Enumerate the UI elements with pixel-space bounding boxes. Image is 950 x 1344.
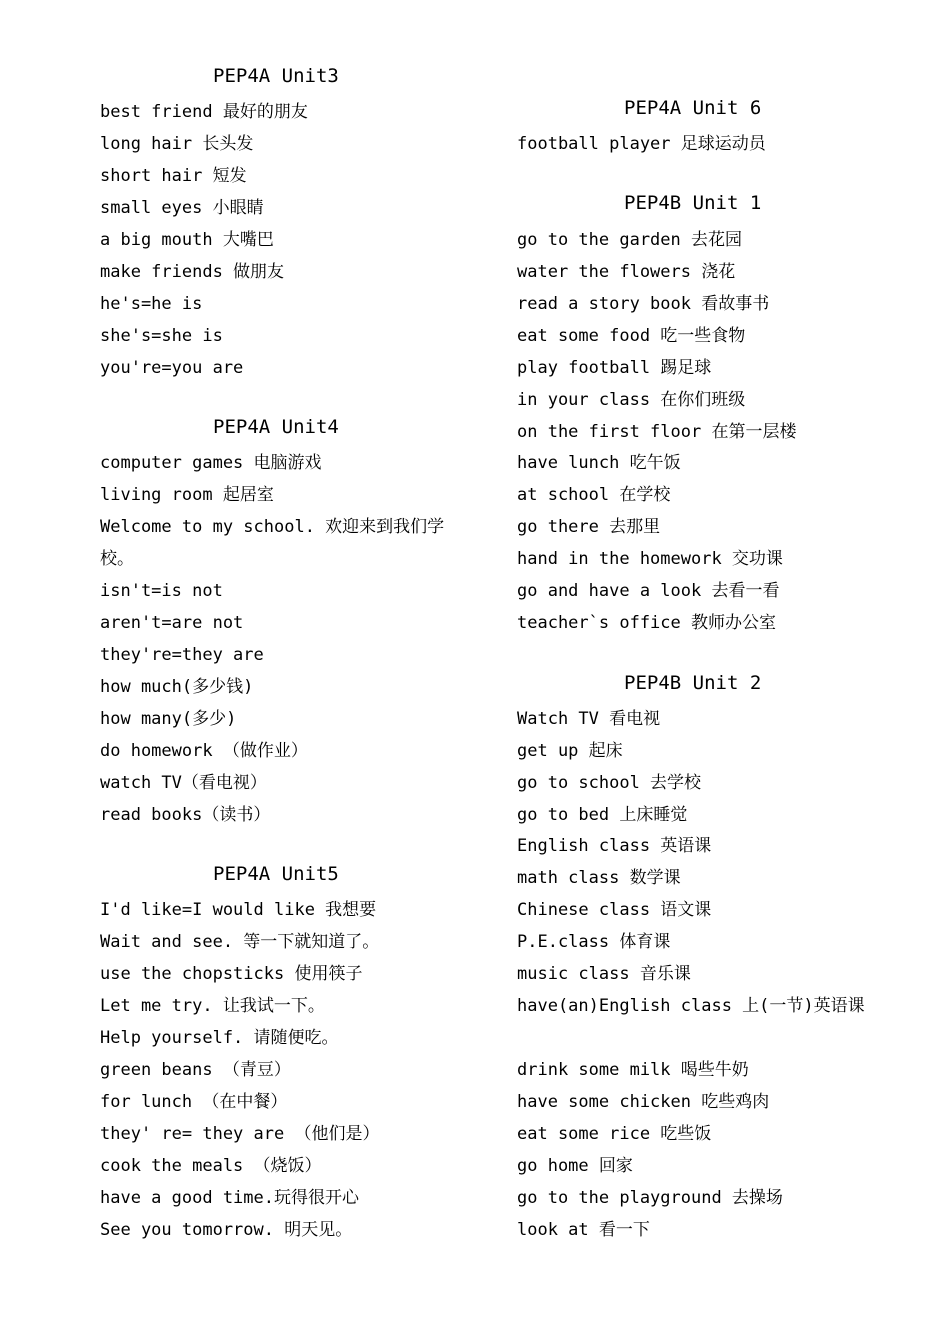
vocab-item: long hair 长头发 (100, 134, 254, 154)
vocab-item: living room 起居室 (100, 485, 274, 505)
vocab-item: have(an)English class 上(一节)英语课 (517, 996, 865, 1016)
vocab-item: they're=they are (100, 645, 264, 665)
vocab-item: English class 英语课 (517, 836, 712, 856)
vocab-item: read a story book 看故事书 (517, 294, 770, 314)
vocab-item: hand in the homework 交功课 (517, 549, 783, 569)
vocab-item: how much(多少钱) (100, 677, 254, 697)
vocab-item: See you tomorrow. 明天见。 (100, 1220, 353, 1240)
vocab-item: go home 回家 (517, 1156, 633, 1176)
unit-heading: PEP4B Unit 1 (624, 192, 762, 214)
vocab-item: go to the playground 去操场 (517, 1188, 783, 1208)
vocab-item: on the first floor 在第一层楼 (517, 422, 797, 442)
vocab-item: I'd like=I would like 我想要 (100, 900, 377, 920)
vocab-item: eat some food 吃一些食物 (517, 326, 746, 346)
vocab-item: football player 足球运动员 (517, 134, 766, 154)
vocab-item: drink some milk 喝些牛奶 (517, 1060, 749, 1080)
vocab-item: math class 数学课 (517, 868, 681, 888)
vocab-item: a big mouth 大嘴巴 (100, 230, 274, 250)
unit-heading: PEP4A Unit5 (213, 863, 339, 885)
vocab-item: in your class 在你们班级 (517, 390, 746, 410)
vocab-item: they' re= they are （他们是） (100, 1124, 380, 1144)
vocab-item: go and have a look 去看一看 (517, 581, 780, 601)
vocab-item: how many(多少) (100, 709, 237, 729)
vocab-item: you're=you are (100, 358, 244, 378)
vocab-item: have lunch 吃午饭 (517, 453, 681, 473)
vocab-item: aren't=are not (100, 613, 244, 633)
vocab-item: P.E.class 体育课 (517, 932, 671, 952)
vocab-item: go to the garden 去花园 (517, 230, 742, 250)
vocab-item: have a good time.玩得很开心 (100, 1188, 359, 1208)
unit-heading: PEP4A Unit 6 (624, 97, 762, 119)
vocab-item: small eyes 小眼睛 (100, 198, 264, 218)
vocab-item: short hair 短发 (100, 166, 247, 186)
vocab-item: make friends 做朋友 (100, 262, 285, 282)
vocab-item: Chinese class 语文课 (517, 900, 712, 920)
vocab-item: Watch TV 看电视 (517, 709, 661, 729)
vocab-item: play football 踢足球 (517, 358, 712, 378)
vocab-item: music class 音乐课 (517, 964, 691, 984)
vocab-item: have some chicken 吃些鸡肉 (517, 1092, 770, 1112)
vocab-item: Welcome to my school. 欢迎来到我们学校。 (100, 517, 445, 569)
vocab-item: read books（读书） (100, 805, 271, 825)
vocab-item: Help yourself. 请随便吃。 (100, 1028, 339, 1048)
vocab-item: computer games 电脑游戏 (100, 453, 322, 473)
vocab-item: use the chopsticks 使用筷子 (100, 964, 363, 984)
vocab-item: look at 看一下 (517, 1220, 650, 1240)
unit-heading: PEP4B Unit 2 (624, 672, 762, 694)
vocab-item: water the flowers 浇花 (517, 262, 736, 282)
vocab-item: she's=she is (100, 326, 223, 346)
vocab-item: Let me try. 让我试一下。 (100, 996, 325, 1016)
unit-heading: PEP4A Unit4 (213, 416, 339, 438)
vocab-item: for lunch （在中餐） (100, 1092, 288, 1112)
vocab-item: cook the meals （烧饭） (100, 1156, 322, 1176)
vocab-item: watch TV（看电视） (100, 773, 267, 793)
vocab-item: best friend 最好的朋友 (100, 102, 308, 122)
vocab-item: Wait and see. 等一下就知道了。 (100, 932, 380, 952)
vocab-item: green beans （青豆） (100, 1060, 291, 1080)
vocab-item: get up 起床 (517, 741, 623, 761)
vocab-item: isn't=is not (100, 581, 223, 601)
vocab-item: at school 在学校 (517, 485, 671, 505)
unit-heading: PEP4A Unit3 (213, 65, 339, 87)
vocab-item: teacher`s office 教师办公室 (517, 613, 776, 633)
vocab-item: he's=he is (100, 294, 203, 314)
vocab-item: go there 去那里 (517, 517, 661, 537)
vocab-item: go to school 去学校 (517, 773, 702, 793)
vocab-item: go to bed 上床睡觉 (517, 805, 688, 825)
vocab-item: do homework （做作业） (100, 741, 308, 761)
vocab-item: eat some rice 吃些饭 (517, 1124, 712, 1144)
